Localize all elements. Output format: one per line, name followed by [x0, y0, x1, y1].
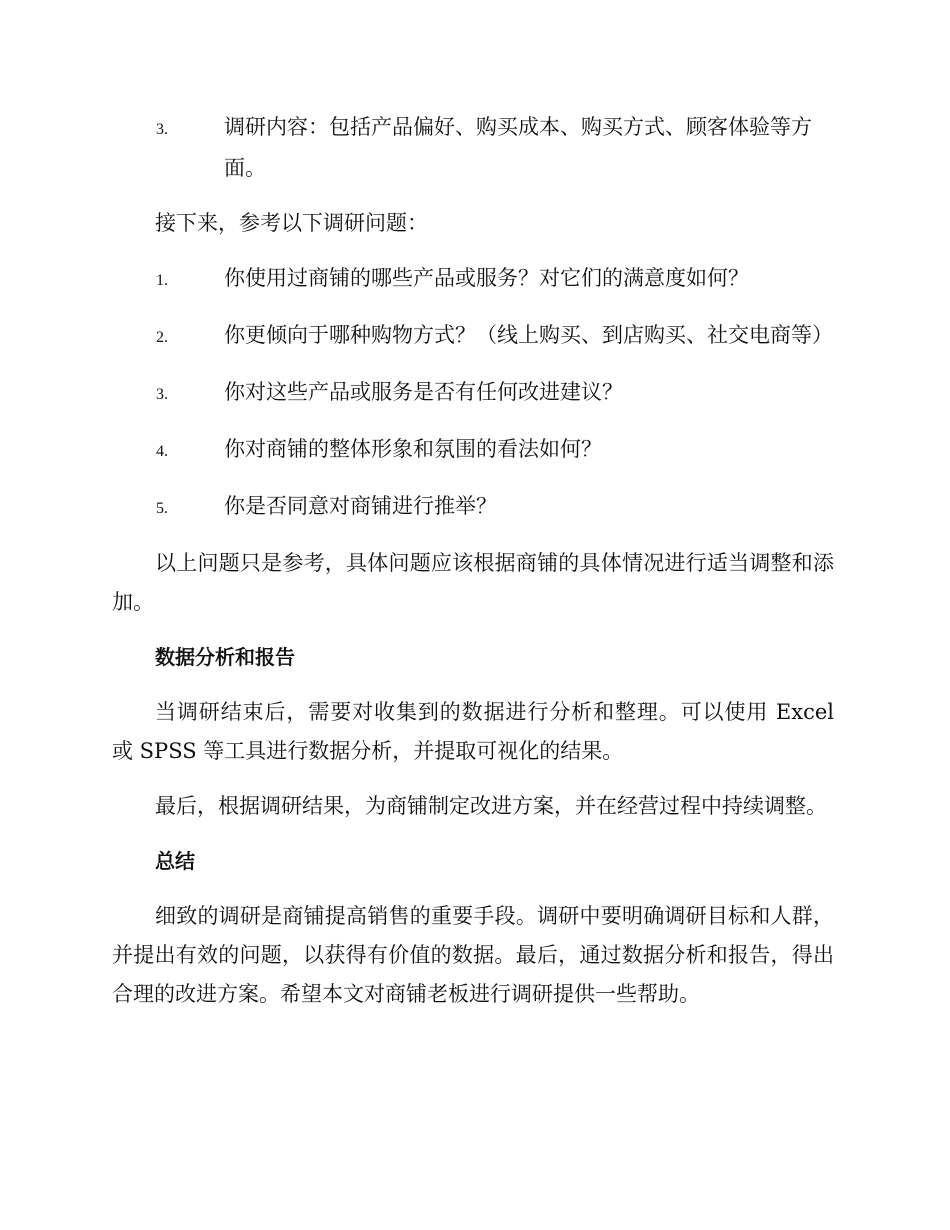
list-number: 1.: [156, 272, 168, 289]
list-text: 你更倾向于哪种购物方式？（线上购买、到店购买、社交电商等）: [224, 323, 833, 347]
question-item-2: [112, 316, 834, 357]
intro-paragraph: 接下来，参考以下调研问题：: [155, 211, 428, 235]
question-item-1: [112, 259, 834, 300]
list-text: 你是否同意对商铺进行推举？: [224, 494, 497, 518]
list-number: 5.: [156, 500, 168, 517]
question-item-4: [112, 430, 834, 471]
list-number: 2.: [156, 329, 168, 346]
list-text: 你使用过商铺的哪些产品或服务？对它们的满意度如何？: [224, 266, 749, 290]
list-text: 你对商铺的整体形象和氛围的看法如何？: [224, 437, 602, 461]
list-number: 4.: [156, 443, 168, 460]
analysis-paragraph-1: 当调研结束后，需要对收集到的数据进行分析和整理。可以使用 Excel 或 SPSS 等工具进行数据分析，并提取可视化的结果。: [112, 700, 834, 763]
list-text: 调研内容：包括产品偏好、购买成本、购买方式、顾客体验等方面。: [224, 115, 812, 180]
note-paragraph: 以上问题只是参考，具体问题应该根据商铺的具体情况进行适当调整和添加。: [112, 551, 834, 614]
list-number: 3.: [156, 121, 168, 138]
list-number: 3.: [156, 386, 168, 403]
analysis-paragraph-2: 最后，根据调研结果，为商铺制定改进方案，并在经营过程中持续调整。: [155, 794, 827, 818]
question-item-5: [112, 487, 834, 528]
summary-paragraph: 细致的调研是商铺提高销售的重要手段。调研中要明确调研目标和人群，并提出有效的问题，以获得有价值的数据。最后，通过数据分析和报告，得出合理的改进方案。希望本文对商铺老板进行调研提供一些帮助。: [112, 904, 834, 1006]
document-page: [112, 108, 834, 1030]
section-heading-summary: 总结: [155, 849, 195, 873]
question-item-3: [112, 373, 834, 414]
list-item-research-content: [112, 108, 834, 188]
list-text: 你对这些产品或服务是否有任何改进建议？: [224, 380, 623, 404]
section-heading-analysis: 数据分析和报告: [155, 645, 295, 669]
